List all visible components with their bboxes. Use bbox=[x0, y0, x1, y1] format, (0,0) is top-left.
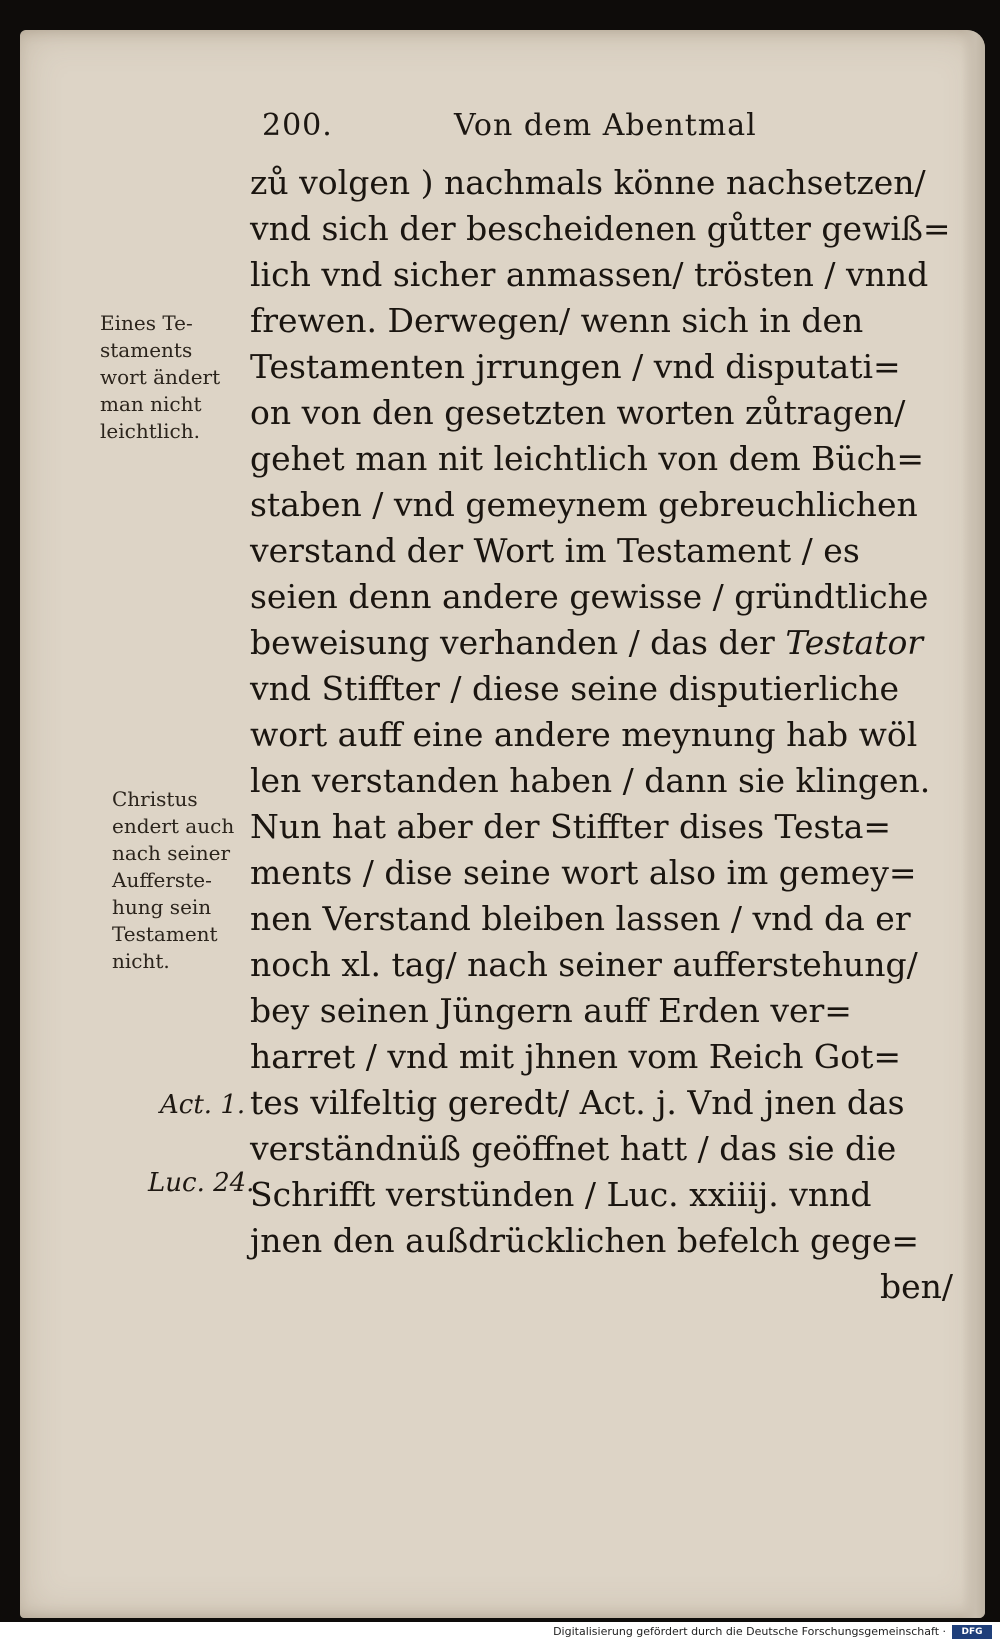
text-line: vnd Stiffter / diese seine disputierliche bbox=[250, 669, 899, 708]
page-edge bbox=[961, 30, 985, 1618]
margin-note bbox=[112, 786, 234, 975]
text-line: gehet man nit leichtlich von dem Büch= bbox=[250, 439, 925, 478]
scripture-reference: Act. 1. bbox=[160, 1090, 246, 1120]
margin-note-line: nicht. bbox=[112, 949, 170, 973]
text-line: Testamenten jrrungen / vnd disputati= bbox=[250, 347, 901, 386]
text-line: verständnüß geöffnet hatt / das sie die bbox=[250, 1129, 897, 1168]
text-line: Nun hat aber der Stiffter dises Testa= bbox=[250, 807, 892, 846]
text-line: noch xl. tag/ nach seiner aufferstehung/ bbox=[250, 945, 918, 984]
text-line: len verstanden haben / dann sie klingen. bbox=[250, 761, 931, 800]
margin-note-line: wort ändert bbox=[100, 365, 221, 389]
text-segment: beweisung verhanden / das der bbox=[250, 623, 786, 662]
text-line: lich vnd sicher anmassen/ trösten / vnnd bbox=[250, 255, 929, 294]
text-line: ben/ bbox=[880, 1267, 954, 1306]
italic-word: Testator bbox=[785, 623, 924, 662]
footer-bar bbox=[0, 1622, 1000, 1642]
text-line: nen Verstand bleiben lassen / vnd da er bbox=[250, 899, 911, 938]
text-line: wort auff eine andere meynung hab wöl bbox=[250, 715, 918, 754]
text-line: verstand der Wort im Testament / es bbox=[250, 531, 860, 570]
margin-note-line: Eines Te- bbox=[100, 311, 193, 335]
text-line: bey seinen Jüngern auff Erden ver= bbox=[250, 991, 852, 1030]
text-line: tes vilfeltig geredt/ Act. j. Vnd jnen das bbox=[250, 1083, 905, 1122]
dfg-logo: DFG bbox=[952, 1625, 992, 1639]
text-line: harret / vnd mit jhnen vom Reich Got= bbox=[250, 1037, 902, 1076]
margin-note-line: Aufferste- bbox=[112, 868, 212, 892]
scripture-reference: Luc. 24. bbox=[148, 1168, 255, 1198]
funding-credit: Digitalisierung gefördert durch die Deutsche Forschungsgemeinschaft · bbox=[553, 1625, 946, 1638]
margin-note bbox=[100, 310, 220, 445]
text-line: zů volgen ) nachmals könne nachsetzen/ bbox=[250, 163, 926, 202]
margin-note-line: man nicht bbox=[100, 392, 202, 416]
margin-note-line: leichtlich. bbox=[100, 419, 200, 443]
text-line: vnd sich der bescheidenen gůtter gewiß= bbox=[250, 209, 951, 248]
margin-note-line: Testament bbox=[112, 922, 218, 946]
running-title: Von dem Abentmal bbox=[454, 108, 757, 143]
text-line: ments / dise seine wort also im gemey= bbox=[250, 853, 917, 892]
text-line: jnen den außdrücklichen befelch gege= bbox=[250, 1221, 920, 1260]
text-line: on von den gesetzten worten zůtragen/ bbox=[250, 393, 906, 432]
text-line: staben / vnd gemeynem gebreuchlichen bbox=[250, 485, 918, 524]
text-line: frewen. Derwegen/ wenn sich in den bbox=[250, 301, 864, 340]
text-line bbox=[250, 620, 923, 666]
page-number: 200. bbox=[262, 108, 333, 143]
running-head bbox=[262, 108, 762, 148]
margin-note-line: nach seiner bbox=[112, 841, 231, 865]
margin-note-line: staments bbox=[100, 338, 193, 362]
margin-note-line: hung sein bbox=[112, 895, 212, 919]
text-line: seien denn andere gewisse / gründtliche bbox=[250, 577, 929, 616]
text-line: Schrifft verstünden / Luc. xxiiij. vnnd bbox=[250, 1175, 872, 1214]
margin-note-line: endert auch bbox=[112, 814, 235, 838]
margin-note-line: Christus bbox=[112, 787, 198, 811]
